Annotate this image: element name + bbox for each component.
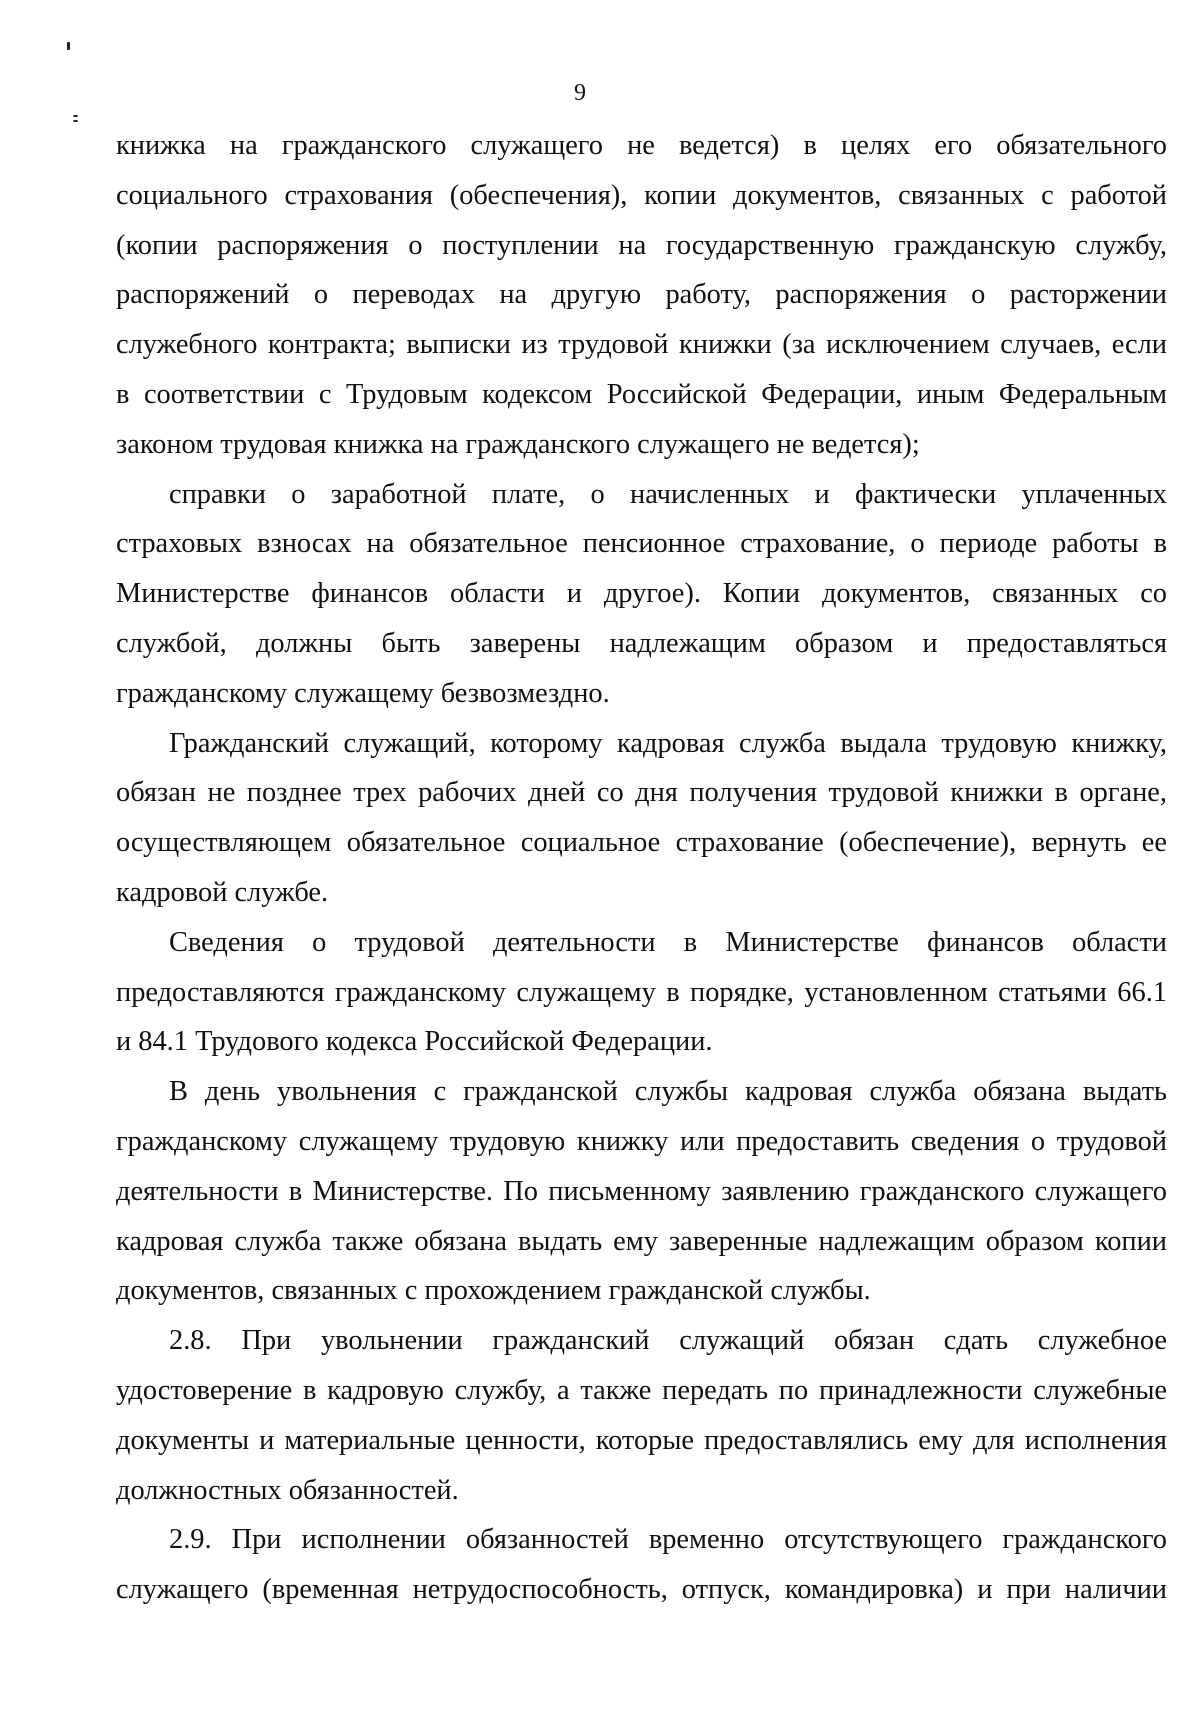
- text-line: страховых взносах на обязательное пенсионное страхование, о периоде работы в: [116, 528, 1167, 560]
- text-line: удостоверение в кадровую службу, а также передать по принадлежности служебные: [116, 1374, 1167, 1406]
- text-line: Сведения о трудовой деятельности в Министерстве финансов области: [169, 926, 1167, 958]
- text-line: законом трудовая книжка на гражданского служащего не ведется);: [116, 428, 920, 460]
- text-line: Гражданский служащий, которому кадровая служба выдала трудовую книжку,: [169, 727, 1167, 759]
- text-line: осуществляющем обязательное социальное страхование (обеспечение), вернуть ее: [116, 827, 1167, 859]
- text-line: распоряжений о переводах на другую работу, распоряжения о расторжении: [116, 279, 1167, 311]
- text-line: служащего (временная нетрудоспособность, отпуск, командировка) и при наличии: [116, 1574, 1167, 1606]
- text-line: кадровой службе.: [116, 876, 329, 908]
- scan-speck: [73, 120, 78, 122]
- text-line: социального страхования (обеспечения), копии документов, связанных с работой: [116, 179, 1167, 211]
- text-line: гражданскому служащему трудовую книжку или предоставить сведения о трудовой: [116, 1125, 1167, 1157]
- text-line: и 84.1 Трудового кодекса Российской Федерации.: [116, 1026, 713, 1058]
- text-line: обязан не позднее трех рабочих дней со дня получения трудовой книжки в органе,: [116, 777, 1167, 809]
- text-line: службой, должны быть заверены надлежащим образом и предоставляться: [116, 627, 1167, 659]
- scan-speck: [73, 115, 78, 117]
- text-line: 2.8. При увольнении гражданский служащий обязан сдать служебное: [169, 1325, 1167, 1357]
- document-body: [116, 121, 1167, 1615]
- text-line: в соответствии с Трудовым кодексом Российской Федерации, иным Федеральным: [116, 378, 1167, 410]
- text-line: предоставляются гражданскому служащему в порядке, установленном статьями 66.1: [116, 976, 1167, 1008]
- text-line: Министерстве финансов области и другое). Копии документов, связанных со: [116, 578, 1167, 610]
- text-line: 2.9. При исполнении обязанностей временно отсутствующего гражданского: [169, 1524, 1167, 1556]
- text-line: (копии распоряжения о поступлении на государственную гражданскую службу,: [116, 229, 1167, 261]
- text-line: служебного контракта; выписки из трудовой книжки (за исключением случаев, если: [116, 329, 1167, 361]
- scan-speck: [67, 42, 70, 50]
- text-line: гражданскому служащему безвозмездно.: [116, 677, 610, 709]
- text-line: кадровая служба также обязана выдать ему заверенные надлежащим образом копии: [116, 1225, 1167, 1257]
- text-line: В день увольнения с гражданской службы кадровая служба обязана выдать: [169, 1076, 1167, 1108]
- text-line: документов, связанных с прохождением гражданской службы.: [116, 1275, 871, 1307]
- text-line: документы и материальные ценности, которые предоставлялись ему для исполнения: [116, 1424, 1167, 1456]
- text-line: должностных обязанностей.: [116, 1474, 459, 1506]
- text-line: книжка на гражданского служащего не ведется) в целях его обязательного: [116, 130, 1167, 161]
- page-number: 9: [574, 80, 586, 106]
- text-line: деятельности в Министерстве. По письменному заявлению гражданского служащего: [116, 1175, 1167, 1207]
- text-line: справки о заработной плате, о начисленных и фактически уплаченных: [169, 478, 1167, 510]
